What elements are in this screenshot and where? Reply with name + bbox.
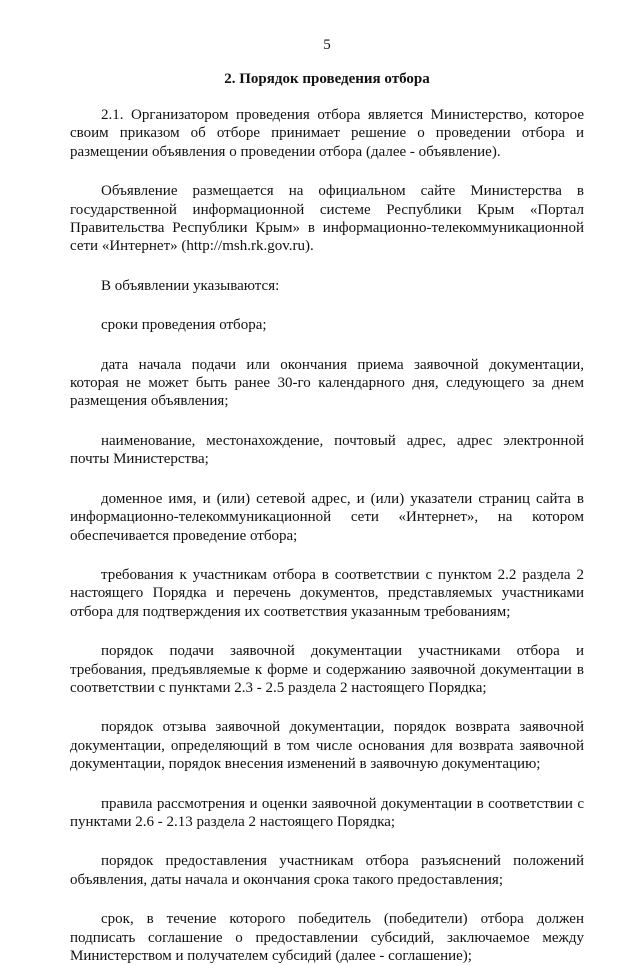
list-item-agreement-deadline: срок, в течение которого победитель (победители) отбора должен подписать соглашение о предоставлении субсидий, заключаемое между Министерством и получателем субсидий (далее - соглашение); bbox=[70, 911, 584, 964]
list-item-domain-name: доменное имя, и (или) сетевой адрес, и (или) указатели страниц сайта в информационно-телекоммуникационной сети «Интернет», на котором обеспечивается проведение отбора; bbox=[70, 490, 584, 544]
list-item-withdrawal-procedure: порядок отзыва заявочной документации, порядок возврата заявочной документации, определяющий в том числе основания для возврата заявочной документации, порядок внесения изменений в заявочную документацию; bbox=[70, 719, 584, 773]
paragraph-announcement-placement: Объявление размещается на официальном сайте Министерства в государственной информационной системе Республики Крым «Портал Правительства Республики Крым» в информационно-телекоммуникационной сети «Интернет» (http://msh.rk.gov.ru). bbox=[70, 183, 584, 255]
list-item-ministry-contacts: наименование, местонахождение, почтовый адрес, адрес электронной почты Министерства; bbox=[70, 432, 584, 468]
list-item-submission-procedure: порядок подачи заявочной документации участниками отбора и требования, предъявляемые к форме и содержанию заявочной документации в соответствии с пунктами 2.3 - 2.5 раздела 2 настоящего Порядка; bbox=[70, 643, 584, 696]
list-item-selection-dates: сроки проведения отбора; bbox=[101, 317, 267, 334]
list-item-participant-requirements: требования к участникам отбора в соответствии с пунктом 2.2 раздела 2 настоящего Порядка и перечень документов, представляемых участниками отбора для подтверждения их соответствия указанным требованиям; bbox=[70, 566, 584, 620]
page-number: 5 bbox=[323, 37, 331, 53]
list-item-clarification-procedure: порядок предоставления участникам отбора разъяснений положений объявления, даты начала и окончания срока такого предоставления; bbox=[70, 853, 584, 888]
list-item-evaluation-rules: правила рассмотрения и оценки заявочной документации в соответствии с пунктами 2.6 - 2.13 раздела 2 настоящего Порядка; bbox=[70, 795, 584, 830]
paragraph-2-1: 2.1. Организатором проведения отбора является Министерство, которое своим приказом об отборе принимает решение о проведении отбора и размещении объявления о проведении отбора (далее - объявление). bbox=[70, 107, 584, 160]
section-title: 2. Порядок проведения отбора bbox=[224, 71, 430, 87]
list-item-application-dates: дата начала подачи или окончания приема заявочной документации, которая не может быть ранее 30-го календарного дня, следующего за днем размещения объявления; bbox=[70, 356, 584, 410]
paragraph-announcement-contents-intro: В объявлении указываются: bbox=[101, 277, 280, 294]
